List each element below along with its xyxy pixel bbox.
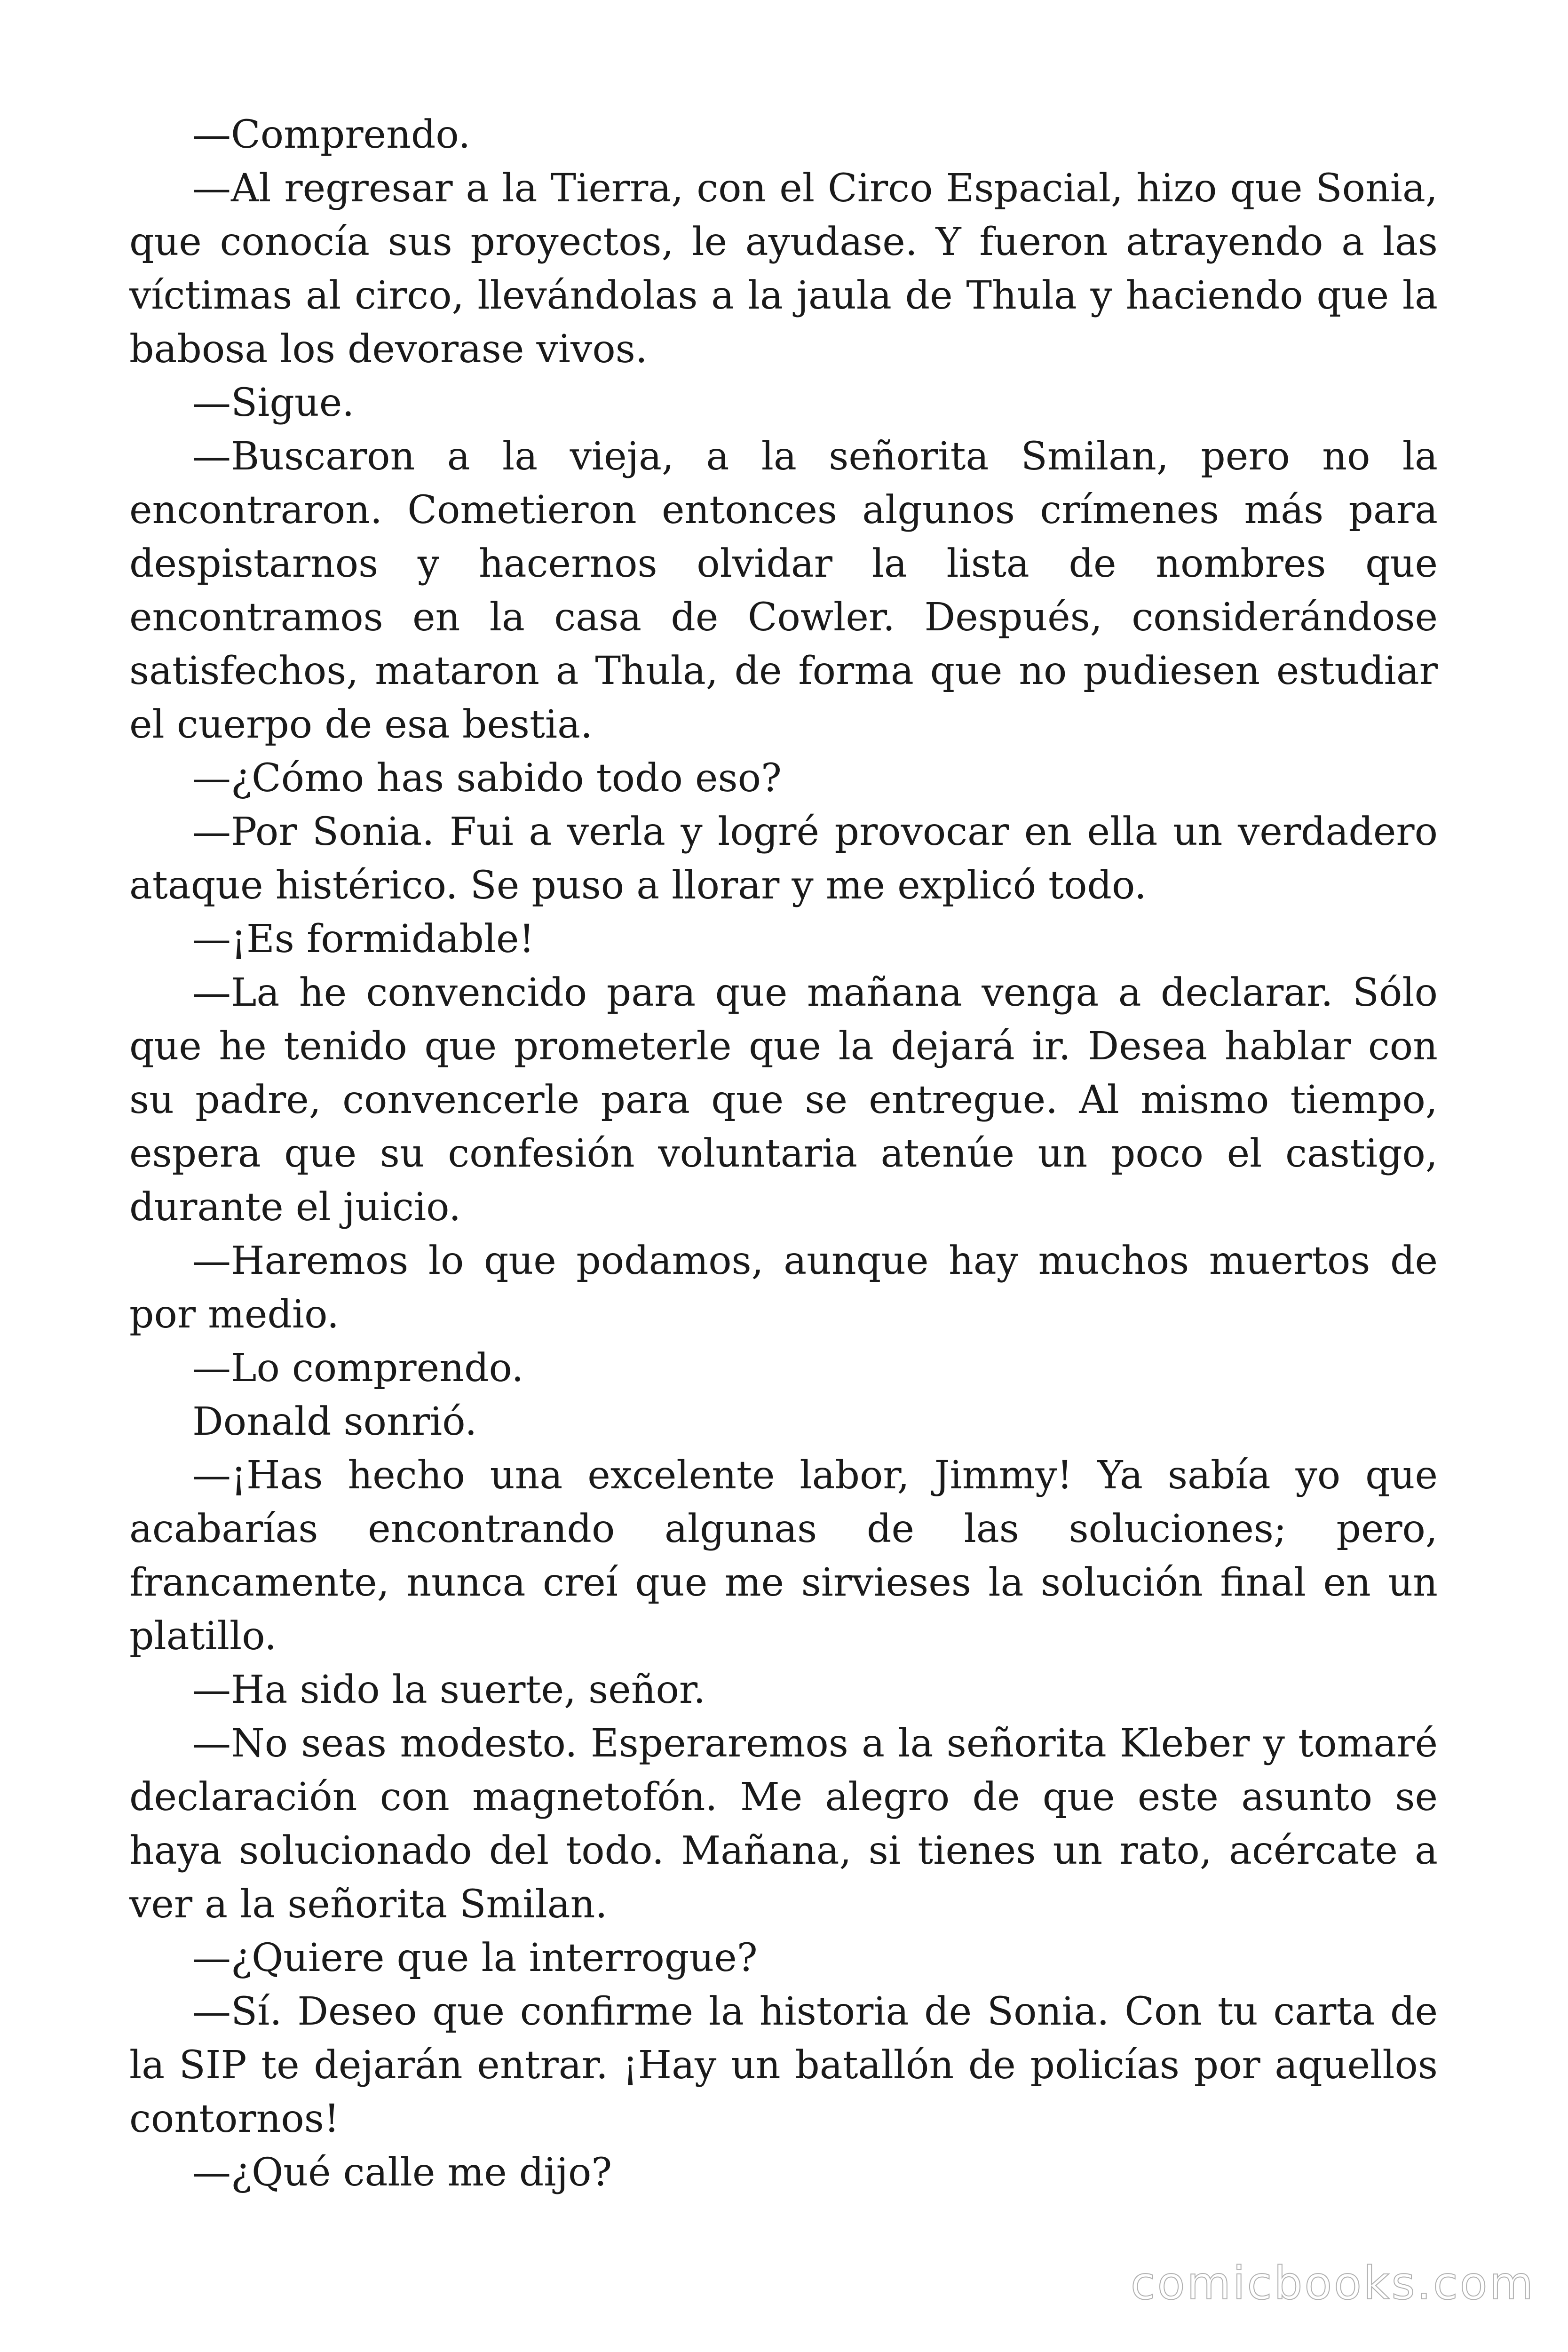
paragraph: —La he convencido para que mañana venga a declarar. Sólo que he tenido que prometerle que la dejará ir. Desea hablar con su padre, convencerle para que se entregue. Al mismo tiempo, espera que su confesión voluntaria atenúe un poco el castigo, durante el juicio. (129, 970, 1438, 1230)
watermark: comicbooks.com (1130, 2257, 1535, 2310)
paragraph: —¿Qué calle me dijo? (192, 2150, 612, 2195)
paragraph: —Sí. Deseo que confirme la historia de Sonia. Con tu carta de la SIP te dejarán entrar. ¡Hay un batallón de policías por aquellos contornos! (129, 1989, 1438, 2141)
paragraph: —Buscaron a la vieja, a la señorita Smilan, pero no la encontraron. Cometieron entonces algunos crímenes más para despistarnos y hacernos olvidar la lista de nombres que encontramos en la casa de Cowler. Después, considerándose satisfechos, mataron a Thula, de forma que no pudiesen estudiar el cuerpo de esa bestia. (129, 434, 1438, 747)
paragraph: —Ha sido la suerte, señor. (192, 1668, 706, 1712)
paragraph: —¡Has hecho una excelente labor, Jimmy! Ya sabía yo que acabarías encontrando algunas de las soluciones; pero, francamente, nunca creí que me sirvieses la solución final en un platillo. (129, 1453, 1438, 1659)
paragraph: —Lo comprendo. (192, 1346, 524, 1391)
paragraph: —No seas modesto. Esperaremos a la señorita Kleber y tomaré declaración con magnetofón. Me alegro de que este asunto se haya solucionado del todo. Mañana, si tienes un rato, acércate a ver a la señorita Smilan. (129, 1721, 1438, 1927)
paragraph: —Al regresar a la Tierra, con el Circo Espacial, hizo que Sonia, que conocía sus proyectos, le ayudase. Y fueron atrayendo a las víctimas al circo, llevándolas a la jaula de Thula y haciendo que la babosa los devorase vivos. (129, 166, 1438, 372)
paragraph: —Comprendo. (192, 112, 471, 157)
paragraph: —¿Quiere que la interrogue? (192, 1936, 758, 1980)
paragraph: —¿Cómo has sabido todo eso? (192, 756, 782, 801)
page-text (129, 108, 1438, 2225)
paragraph: —Por Sonia. Fui a verla y logré provocar en ella un verdadero ataque histérico. Se puso a llorar y me explicó todo. (129, 810, 1438, 908)
paragraph: —Haremos lo que podamos, aunque hay muchos muertos de por medio. (129, 1239, 1438, 1337)
paragraph: —Sigue. (192, 381, 355, 425)
paragraph: —¡Es formidable! (192, 917, 535, 961)
paragraph: Donald sonrió. (192, 1399, 477, 1444)
